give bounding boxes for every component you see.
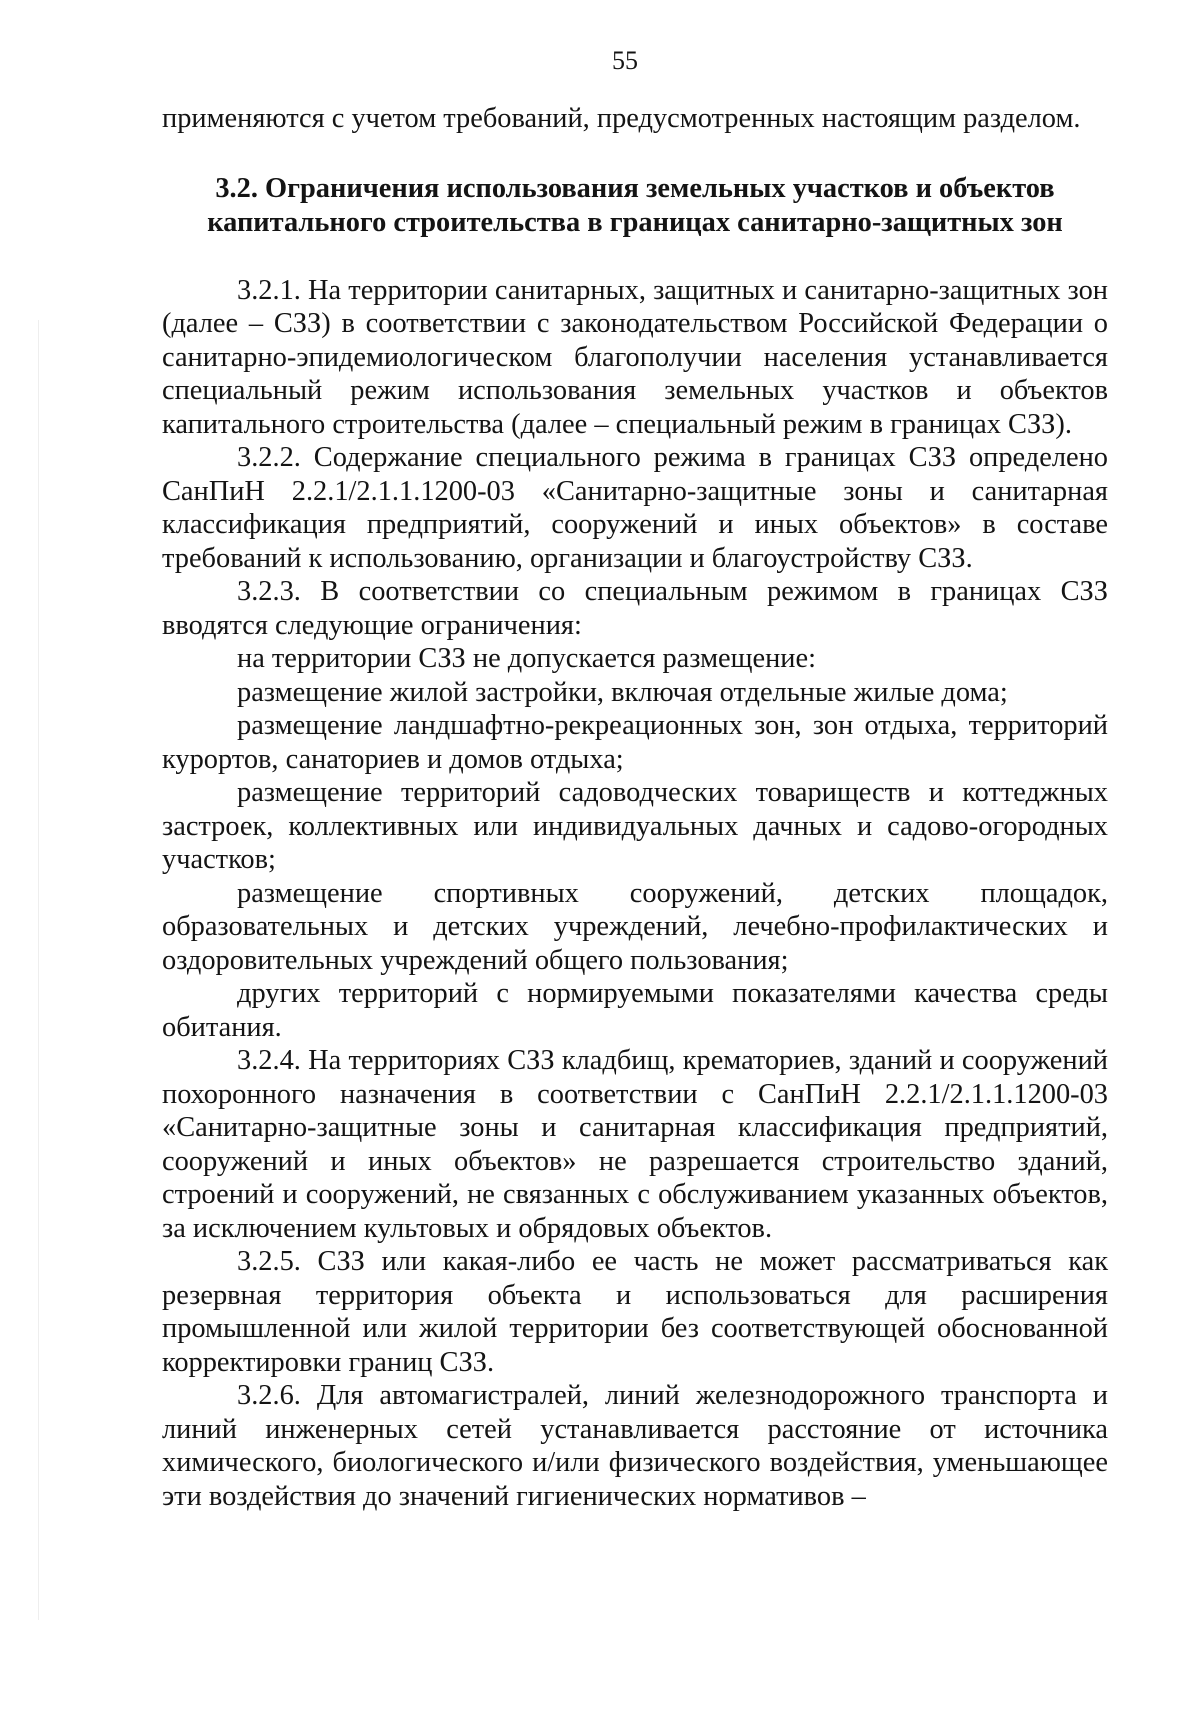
paragraph-3-2-3: 3.2.3. В соответствии со специальным режимом в границах СЗЗ вводятся следующие ограничения: <box>162 576 1108 641</box>
section-heading-line-2: капитального строительства в границах санитарно-защитных зон <box>207 206 1063 238</box>
paragraph-3-2-1: 3.2.1. На территории санитарных, защитных и санитарно-защитных зон (далее – СЗЗ) в соответствии с законодательством Российской Федерации о санитарно-эпидемиологическом благополучии населения устанавливается специальный режим использования земельных участков и объектов капитального строительства (далее – специальный режим в границах СЗЗ). <box>162 274 1108 440</box>
section-heading-line-1: 3.2. Ограничения использования земельных участков и объектов <box>215 172 1055 204</box>
restriction-item: размещение территорий садоводческих товариществ и коттеджных застроек, коллективных или индивидуальных дачных и садово-огородных участков; <box>162 777 1108 875</box>
paragraph-3-2-5: 3.2.5. СЗЗ или какая-либо ее часть не может рассматриваться как резервная территория объекта и использоваться для расширения промышленной или жилой территории без соответствующей обоснованной корректировки границ СЗЗ. <box>162 1246 1108 1378</box>
restriction-intro: на территории СЗЗ не допускается размещение: <box>237 643 816 674</box>
restriction-item: других территорий с нормируемыми показателями качества среды обитания. <box>162 978 1108 1043</box>
document-body <box>162 102 1108 1513</box>
intro-paragraph: применяются с учетом требований, предусмотренных настоящим разделом. <box>162 103 1081 134</box>
section-heading <box>162 172 1108 240</box>
paragraph-3-2-4: 3.2.4. На территориях СЗЗ кладбищ, крематориев, зданий и сооружений похоронного назначения в соответствии с СанПиН 2.2.1/2.1.1.1200-03 «Санитарно-защитные зоны и санитарная классификация предприятий, сооружений и иных объектов» не разрешается строительство зданий, строений и сооружений, не связанных с обслуживанием указанных объектов, за исключением культовых и обрядовых объектов. <box>162 1045 1108 1244</box>
restriction-item: размещение спортивных сооружений, детских площадок, образовательных и детских учреждений, лечебно-профилактических и оздоровительных учреждений общего пользования; <box>162 877 1108 976</box>
scan-edge-line <box>38 320 39 1620</box>
paragraph-3-2-2: 3.2.2. Содержание специального режима в границах СЗЗ определено СанПиН 2.2.1/2.1.1.1200-03 «Санитарно-защитные зоны и санитарная классификация предприятий, сооружений и иных объектов» в составе требований к использованию, организации и благоустройству СЗЗ. <box>162 442 1108 574</box>
restriction-item: размещение жилой застройки, включая отдельные жилые дома; <box>237 676 1008 708</box>
page-number: 55 <box>612 46 638 75</box>
paragraph-3-2-6: 3.2.6. Для автомагистралей, линий железнодорожного транспорта и линий инженерных сетей устанавливается расстояние от источника химического, биологического и/или физического воздействия, уменьшающее эти воздействия до значений гигиенических нормативов – <box>162 1380 1108 1512</box>
restriction-item: размещение ландшафтно-рекреационных зон, зон отдыха, территорий курортов, санаториев и домов отдыха; <box>162 710 1108 775</box>
